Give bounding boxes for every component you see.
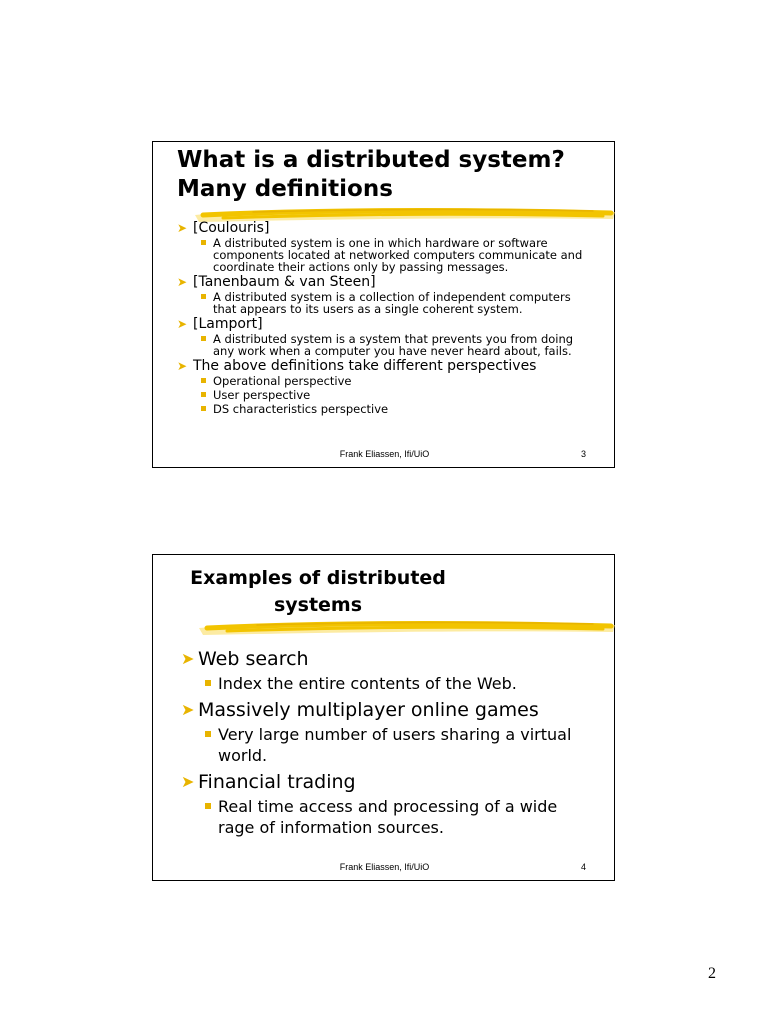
brush-stroke-icon (197, 617, 617, 637)
sub-bullet-line: Very large number of users sharing a virtual (218, 725, 572, 744)
square-bullet-icon (201, 240, 206, 245)
slide-footer: Frank Eliassen, Ifi/UiO (339, 449, 430, 459)
square-bullet-icon (201, 406, 206, 411)
arrow-bullet-icon: ➤ (177, 317, 188, 331)
sub-bullet-list (181, 724, 601, 766)
bullet-text: Web search (198, 648, 309, 670)
square-bullet-icon (201, 392, 206, 397)
sub-bullet-line: coordinate their actions only by passing messages. (213, 260, 509, 274)
slide-what-is-distributed-system (152, 141, 615, 468)
list-item (177, 291, 609, 315)
slide-number: 3 (580, 449, 586, 459)
arrow-bullet-icon: ➤ (177, 275, 188, 289)
bullet-text: [Lamport] (193, 316, 263, 332)
list-item (177, 389, 609, 401)
slide-footer: Frank Eliassen, Ifi/UiO (339, 862, 430, 872)
sub-bullet-list (181, 673, 601, 694)
bullet-list (177, 220, 609, 416)
sub-bullet-line: any work when a computer you have never heard about, fails. (213, 344, 572, 358)
list-item (177, 316, 609, 357)
sub-bullet-line: DS characteristics perspective (213, 402, 389, 416)
slide-number: 4 (580, 862, 586, 872)
slide-title-line: Many definitions (177, 176, 393, 202)
slide-title-line: systems (273, 594, 363, 616)
sub-bullet-list (177, 291, 609, 315)
slide-examples-distributed-systems (152, 554, 615, 881)
sub-bullet-line: User perspective (213, 388, 311, 402)
slide-title (177, 146, 565, 204)
list-item (181, 724, 601, 766)
bullet-text: Financial trading (198, 771, 356, 793)
list-item (177, 237, 609, 273)
sub-bullet-line: that appears to its users as a single coherent system. (213, 302, 523, 316)
list-item (177, 358, 609, 415)
sub-bullet-line: world. (218, 746, 268, 765)
arrow-bullet-icon: ➤ (181, 700, 195, 719)
sub-bullet-line: rage of information sources. (218, 818, 444, 837)
sub-bullet-line: Real time access and processing of a wide (218, 797, 558, 816)
sub-bullet-line: A distributed system is a system that prevents you from doing (213, 332, 574, 346)
list-item (181, 673, 601, 694)
list-item (181, 796, 601, 838)
sub-bullet-line: A distributed system is a collection of independent computers (213, 290, 571, 304)
list-item (181, 647, 601, 694)
sub-bullet-list (181, 796, 601, 838)
sub-bullet-list (177, 375, 609, 415)
arrow-bullet-icon: ➤ (181, 772, 195, 791)
sub-bullet-list (177, 333, 609, 357)
arrow-bullet-icon: ➤ (181, 649, 195, 668)
sub-bullet-line: Operational perspective (213, 374, 352, 388)
bullet-text: [Tanenbaum & van Steen] (193, 274, 376, 290)
arrow-bullet-icon: ➤ (177, 221, 188, 235)
square-bullet-icon (201, 378, 206, 383)
square-bullet-icon (205, 731, 211, 737)
slide-title-line: What is a distributed system? (177, 147, 565, 173)
square-bullet-icon (205, 803, 211, 809)
bullet-list (181, 647, 601, 842)
sub-bullet-line: Index the entire contents of the Web. (218, 674, 517, 693)
list-item (177, 375, 609, 387)
list-item (177, 333, 609, 357)
slide-title (153, 565, 483, 619)
list-item (177, 274, 609, 315)
sub-bullet-line: components located at networked computers communicate and (213, 248, 583, 262)
square-bullet-icon (201, 294, 206, 299)
sub-bullet-line: A distributed system is one in which hardware or software (213, 236, 548, 250)
bullet-text: The above definitions take different perspectives (193, 358, 537, 374)
square-bullet-icon (205, 680, 211, 686)
bullet-text: Massively multiplayer online games (198, 699, 539, 721)
document-page-number: 2 (708, 965, 716, 982)
list-item (181, 770, 601, 838)
slide-title-line: Examples of distributed (190, 567, 446, 589)
list-item (177, 220, 609, 273)
list-item (181, 698, 601, 766)
bullet-text: [Coulouris] (193, 220, 270, 236)
square-bullet-icon (201, 336, 206, 341)
sub-bullet-list (177, 237, 609, 273)
list-item (177, 403, 609, 415)
arrow-bullet-icon: ➤ (177, 359, 188, 373)
